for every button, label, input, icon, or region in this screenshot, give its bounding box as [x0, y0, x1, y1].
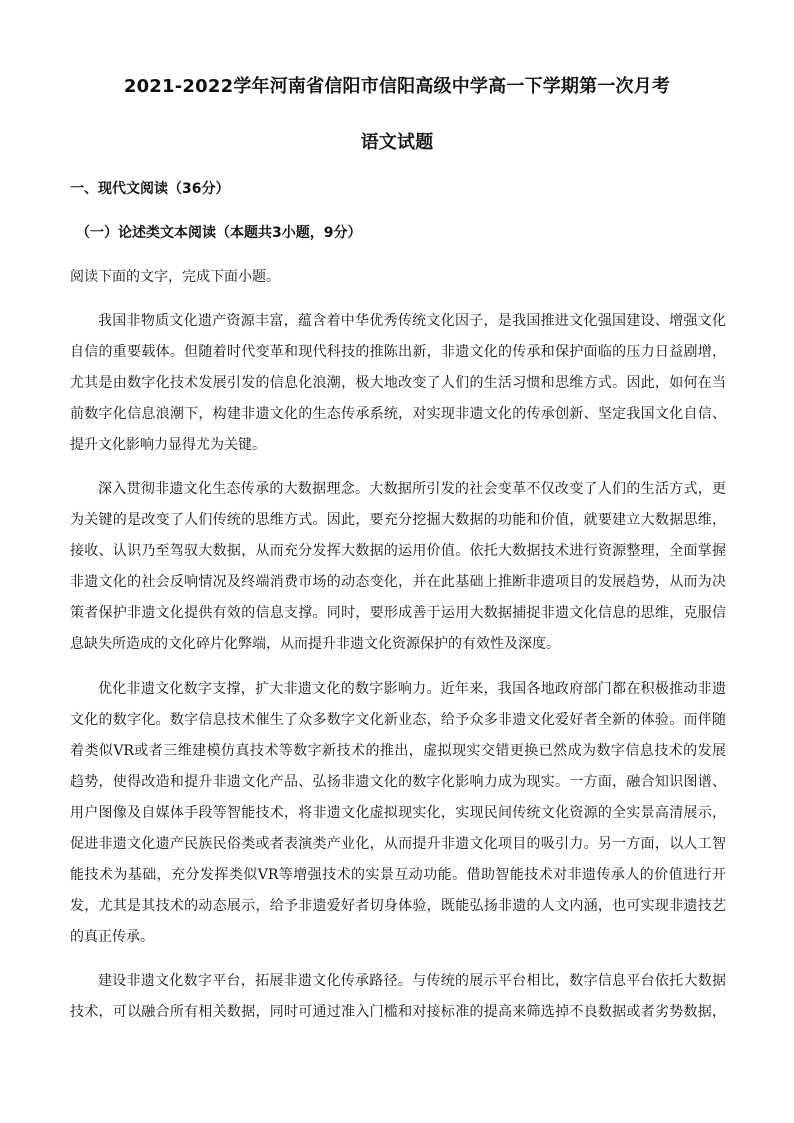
paragraph-line: 能技术为基础，充分发挥类似VR等增强技术的实景互动功能。借助智能技术对非遗传承人的价值进行开 — [70, 867, 726, 883]
paragraph-line: 尤其是由数字化技术发展引发的信息化浪潮，极大地改变了人们的生活习惯和思维方式。因此，如何在当 — [70, 375, 726, 391]
paragraph-line: 策者保护非遗文化提供有效的信息支撑。同时，要形成善于运用大数据捕捉非遗文化信息的思维，克服信 — [70, 605, 726, 621]
document-subtitle: 语文试题 — [360, 132, 434, 153]
paragraph-1 — [70, 306, 726, 461]
paragraph-line: 自信的重要载体。但随着时代变革和现代科技的推陈出新，非遗文化的传承和保护面临的压力日益剧增， — [70, 344, 726, 360]
section-heading: 一、现代文阅读（36分） — [70, 181, 230, 197]
paragraph-3 — [70, 674, 726, 953]
paragraph-line: 发，尤其是其技术的动态展示，给予非遗爱好者切身体验，既能弘扬非遗的人文内涵，也可实现非遗技艺 — [70, 898, 726, 914]
paragraph-line: 提升文化影响力显得尤为关键。 — [70, 437, 266, 453]
paragraph-line: 趋势，使得改造和提升非遗文化产品、弘扬非遗文化的数字化影响力成为现实。一方面，融合知识图谱、 — [70, 774, 726, 790]
subsection-heading: （一）论述类文本阅读（本题共3小题，9分） — [76, 225, 362, 241]
paragraph-4 — [70, 966, 726, 1028]
paragraph-line: 着类似VR或者三维建模仿真技术等数字新技术的推出，虚拟现实交错更换已然成为数字信息技术的发展 — [70, 743, 726, 759]
paragraph-line: 用户图像及自媒体手段等智能技术，将非遗文化虚拟现实化，实现民间传统文化资源的全实景高清展示， — [70, 805, 726, 821]
paragraph-line: 优化非遗文化数字支撑，扩大非遗文化的数字影响力。近年来，我国各地政府部门都在积极推动非遗 — [98, 681, 726, 697]
paragraph-line: 文化的数字化。数字信息技术催生了众多数字文化新业态，给予众多非遗文化爱好者全新的体验。而伴随 — [70, 712, 726, 728]
document-title: 2021-2022学年河南省信阳市信阳高级中学高一下学期第一次月考 — [123, 76, 671, 97]
paragraph-line: 我国非物质文化遗产资源丰富，蕴含着中华优秀传统文化因子，是我国推进文化强国建设、增强文化 — [98, 313, 726, 329]
paragraph-2 — [70, 474, 726, 660]
reading-instruction: 阅读下面的文字，完成下面小题。 — [70, 269, 280, 285]
paragraph-line: 建设非遗文化数字平台，拓展非遗文化传承路径。与传统的展示平台相比，数字信息平台依托大数据 — [98, 973, 726, 989]
paragraph-line: 深入贯彻非遗文化生态传承的大数据理念。大数据所引发的社会变革不仅改变了人们的生活方式，更 — [98, 481, 726, 497]
paragraph-line: 前数字化信息浪潮下，构建非遗文化的生态传承系统，对实现非遗文化的传承创新、坚定我国文化自信、 — [70, 406, 726, 422]
paragraph-line: 技术，可以融合所有相关数据，同时可通过准入门槛和对接标准的提高来筛选掉不良数据或者劣势数据， — [70, 1004, 726, 1020]
paragraph-line: 接收、认识乃至驾驭大数据，从而充分发挥大数据的运用价值。依托大数据技术进行资源整理，全面掌握 — [70, 543, 726, 559]
paragraph-line: 为关键的是改变了人们传统的思维方式。因此，要充分挖掘大数据的功能和价值，就要建立大数据思维， — [70, 512, 726, 528]
paragraph-line: 息缺失所造成的文化碎片化弊端，从而提升非遗文化资源保护的有效性及深度。 — [70, 636, 560, 652]
paragraph-line: 促进非遗文化遗产民族民俗类或者表演类产业化，从而提升非遗文化项目的吸引力。另一方面，以人工智 — [70, 836, 726, 852]
paragraph-line: 的真正传承。 — [70, 929, 154, 945]
paragraph-line: 非遗文化的社会反响情况及终端消费市场的动态变化，并在此基础上推断非遗项目的发展趋势，从而为决 — [70, 574, 726, 590]
